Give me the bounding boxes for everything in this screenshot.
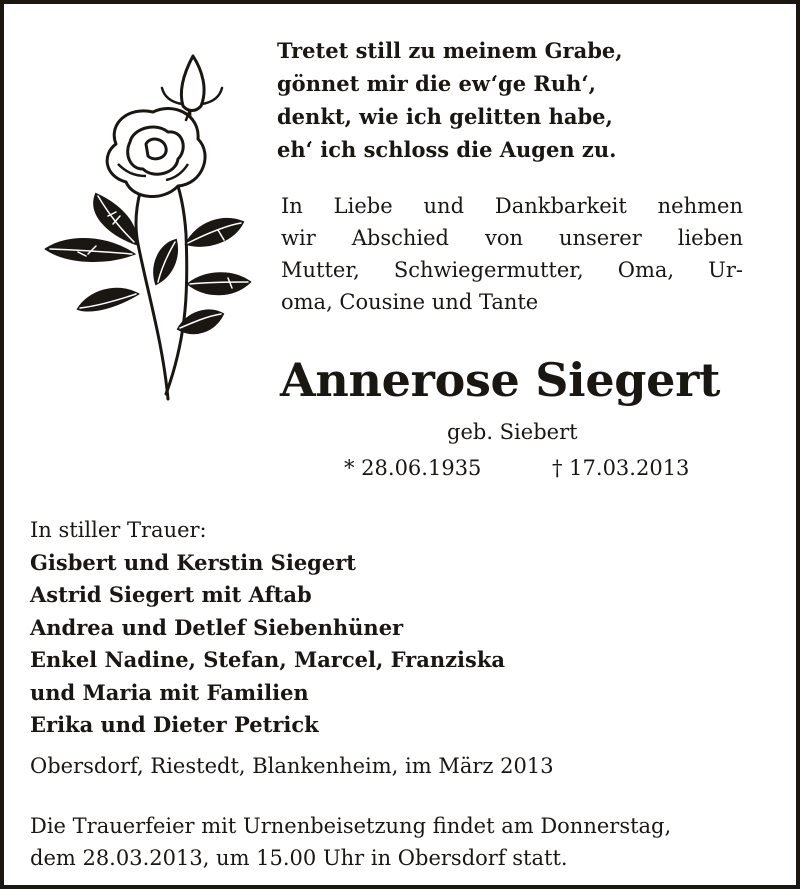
- rose-icon: [38, 44, 253, 404]
- farewell-line: In Liebe und Dankbarkeit nehmen: [281, 194, 743, 218]
- mourner-name: Astrid Siegert mit Aftab: [30, 582, 312, 607]
- farewell-text: [281, 190, 743, 318]
- deceased-name: Annerose Siegert: [280, 353, 721, 407]
- place-date: Obersdorf, Riestedt, Blankenheim, im März 2013: [30, 754, 554, 778]
- poem-verse: [277, 34, 757, 166]
- mourner-name: Enkel Nadine, Stefan, Marcel, Franziska: [30, 647, 505, 672]
- poem-line: Tretet still zu meinem Grabe,: [277, 38, 623, 63]
- mourners-heading: In stiller Trauer:: [30, 518, 207, 542]
- funeral-service-info: [30, 810, 780, 874]
- birth-date: * 28.06.1935: [344, 456, 482, 480]
- service-line: Die Trauerfeier mit Urnenbeisetzung findet am Donnerstag,: [30, 814, 672, 838]
- service-line: dem 28.03.2013, um 15.00 Uhr in Obersdorf statt.: [30, 846, 568, 870]
- mourner-name: und Maria mit Familien: [30, 679, 309, 705]
- mourner-name: Erika und Dieter Petrick: [30, 712, 319, 737]
- poem-line: denkt, wie ich gelitten habe,: [277, 104, 613, 129]
- farewell-line: wir Abschied von unserer lieben: [281, 226, 743, 250]
- farewell-line: Mutter, Schwiegermutter, Oma, Ur-: [281, 258, 743, 282]
- farewell-line: oma, Cousine und Tante: [281, 290, 539, 314]
- mourner-name: Gisbert und Kerstin Siegert: [30, 549, 356, 575]
- birth-name: geb. Siebert: [447, 420, 578, 444]
- poem-line: eh‘ ich schloss die Augen zu.: [277, 137, 617, 162]
- mourner-name: Andrea und Detlef Siebenhüner: [30, 614, 404, 640]
- mourners-list: [30, 514, 750, 742]
- poem-line: gönnet mir die ew‘ge Ruh‘,: [277, 71, 596, 96]
- death-date: † 17.03.2013: [552, 456, 690, 480]
